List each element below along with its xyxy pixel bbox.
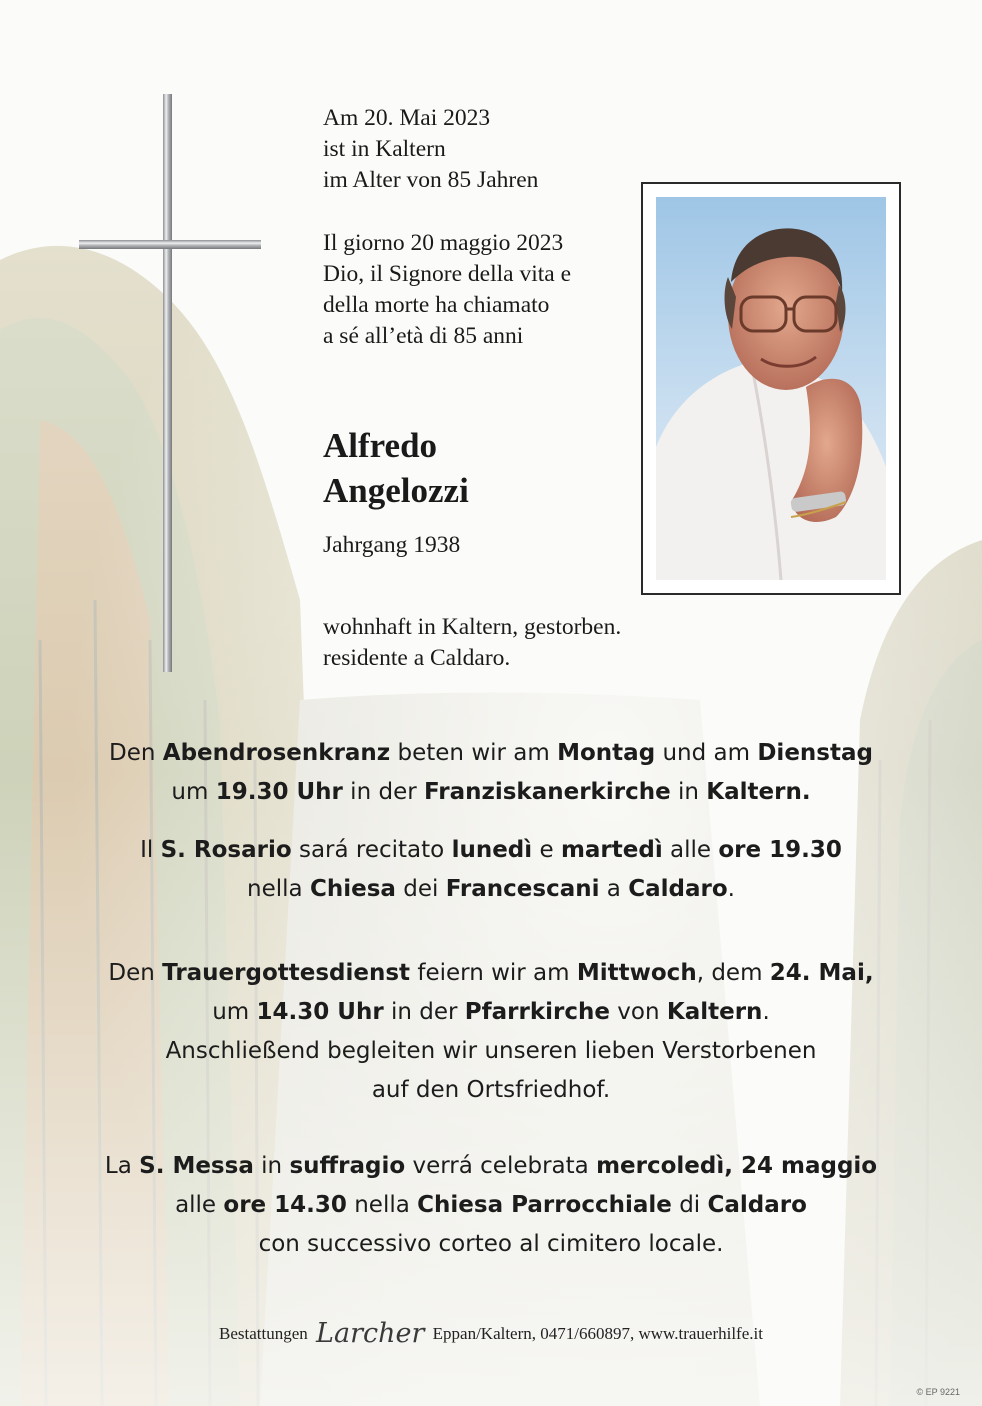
deceased-name [323, 423, 469, 513]
text-segment: feiern wir am [410, 960, 577, 986]
emphasized-text: 19.30 Uhr [215, 779, 343, 805]
text-segment: con successivo corteo al cimitero locale. [258, 1231, 724, 1257]
emphasized-text: suffragio [289, 1153, 406, 1179]
emphasized-text: 14.30 Uhr [256, 999, 384, 1025]
intro-german-line: im Alter von 85 Jahren [323, 167, 539, 193]
funeral-mass-german [0, 954, 982, 1110]
intro-italian-line: Il giorno 20 maggio 2023 [323, 230, 564, 256]
print-code: © EP 9221 [916, 1387, 960, 1397]
paragraph-line [0, 1071, 982, 1110]
emphasized-text: Dienstag [757, 740, 873, 766]
text-segment: Il [140, 837, 161, 863]
emphasized-text: S. Messa [139, 1153, 254, 1179]
paragraph-line [0, 1032, 982, 1071]
text-segment: alle [662, 837, 719, 863]
text-segment: von [610, 999, 667, 1025]
emphasized-text: Francescani [445, 876, 600, 902]
text-segment: , dem [696, 960, 770, 986]
portrait-frame [641, 182, 901, 595]
rosary-italian [0, 831, 982, 909]
text-segment: dei [395, 876, 446, 902]
text-segment: . [727, 876, 735, 902]
first-name: Alfredo [323, 426, 438, 465]
text-segment: in [670, 779, 707, 805]
text-segment: nella [247, 876, 310, 902]
larcher-logo: Larcher [316, 1318, 425, 1349]
text-segment: di [671, 1192, 708, 1218]
text-segment: a [599, 876, 629, 902]
emphasized-text: lunedì [451, 837, 533, 863]
paragraph-line [0, 993, 982, 1032]
text-segment: sará recitato [291, 837, 452, 863]
birth-year [323, 530, 460, 561]
text-segment: nella [346, 1192, 418, 1218]
intro-german-line: Am 20. Mai 2023 [323, 105, 491, 131]
text-segment: verrá celebrata [405, 1153, 597, 1179]
intro-german [323, 103, 538, 196]
emphasized-text: ore 14.30 [223, 1192, 347, 1218]
emphasized-text: Caldaro [707, 1192, 807, 1218]
cross-icon-vertical-beam [163, 94, 172, 672]
emphasized-text: Mittwoch [576, 960, 697, 986]
intro-german-line: ist in Kaltern [323, 136, 446, 162]
emphasized-text: Trauergottesdienst [162, 960, 411, 986]
paragraph-line [0, 954, 982, 993]
residence [323, 612, 621, 674]
emphasized-text: mercoledì, 24 maggio [596, 1153, 878, 1179]
paragraph-line [0, 734, 982, 773]
emphasized-text: Kaltern. [706, 779, 811, 805]
intro-italian [323, 228, 571, 352]
emphasized-text: martedì [560, 837, 663, 863]
paragraph-line [0, 870, 982, 909]
text-segment: um [171, 779, 216, 805]
paragraph-line [0, 1225, 982, 1264]
emphasized-text: Chiesa [309, 876, 396, 902]
last-name: Angelozzi [323, 471, 469, 510]
text-segment: Den [108, 960, 163, 986]
emphasized-text: S. Rosario [160, 837, 292, 863]
cross-icon-horizontal-beam [79, 240, 261, 249]
text-segment: in der [342, 779, 424, 805]
emphasized-text: Pfarrkirche [464, 999, 610, 1025]
emphasized-text: Abendrosenkranz [162, 740, 391, 766]
residence-line: residente a Caldaro. [323, 645, 511, 671]
emphasized-text: Chiesa Parrocchiale [417, 1192, 672, 1218]
intro-italian-line: della morte ha chiamato [323, 292, 550, 318]
emphasized-text: Caldaro [628, 876, 728, 902]
paragraph-line [0, 831, 982, 870]
text-segment: e [532, 837, 561, 863]
footer-prefix: Bestattungen [219, 1324, 308, 1343]
birth-year-text: Jahrgang 1938 [323, 532, 461, 558]
text-segment: in der [383, 999, 465, 1025]
text-segment: um [212, 999, 257, 1025]
funeral-home-footer [0, 1318, 982, 1349]
text-segment: auf den Ortsfriedhof. [371, 1077, 611, 1103]
text-segment: alle [175, 1192, 224, 1218]
paragraph-line [0, 1147, 982, 1186]
portrait-photo [656, 197, 886, 580]
emphasized-text: ore 19.30 [718, 837, 842, 863]
footer-contact: Eppan/Kaltern, 0471/660897, www.trauerhilfe.it [432, 1324, 763, 1343]
text-segment: und am [655, 740, 758, 766]
text-segment: beten wir am [390, 740, 558, 766]
text-segment: Anschließend begleiten wir unseren lieben Verstorbenen [165, 1038, 817, 1064]
paragraph-line [0, 1186, 982, 1225]
text-segment: in [253, 1153, 290, 1179]
emphasized-text: Montag [557, 740, 656, 766]
text-segment: . [762, 999, 770, 1025]
text-segment: Den [109, 740, 163, 766]
paragraph-line [0, 773, 982, 812]
intro-italian-line: a sé all’età di 85 anni [323, 323, 524, 349]
rosary-german [0, 734, 982, 812]
text-segment: La [104, 1153, 140, 1179]
intro-italian-line: Dio, il Signore della vita e [323, 261, 572, 287]
funeral-mass-italian [0, 1147, 982, 1264]
emphasized-text: Kaltern [666, 999, 763, 1025]
emphasized-text: 24. Mai, [769, 960, 874, 986]
emphasized-text: Franziskanerkirche [423, 779, 671, 805]
residence-line: wohnhaft in Kaltern, gestorben. [323, 614, 622, 640]
